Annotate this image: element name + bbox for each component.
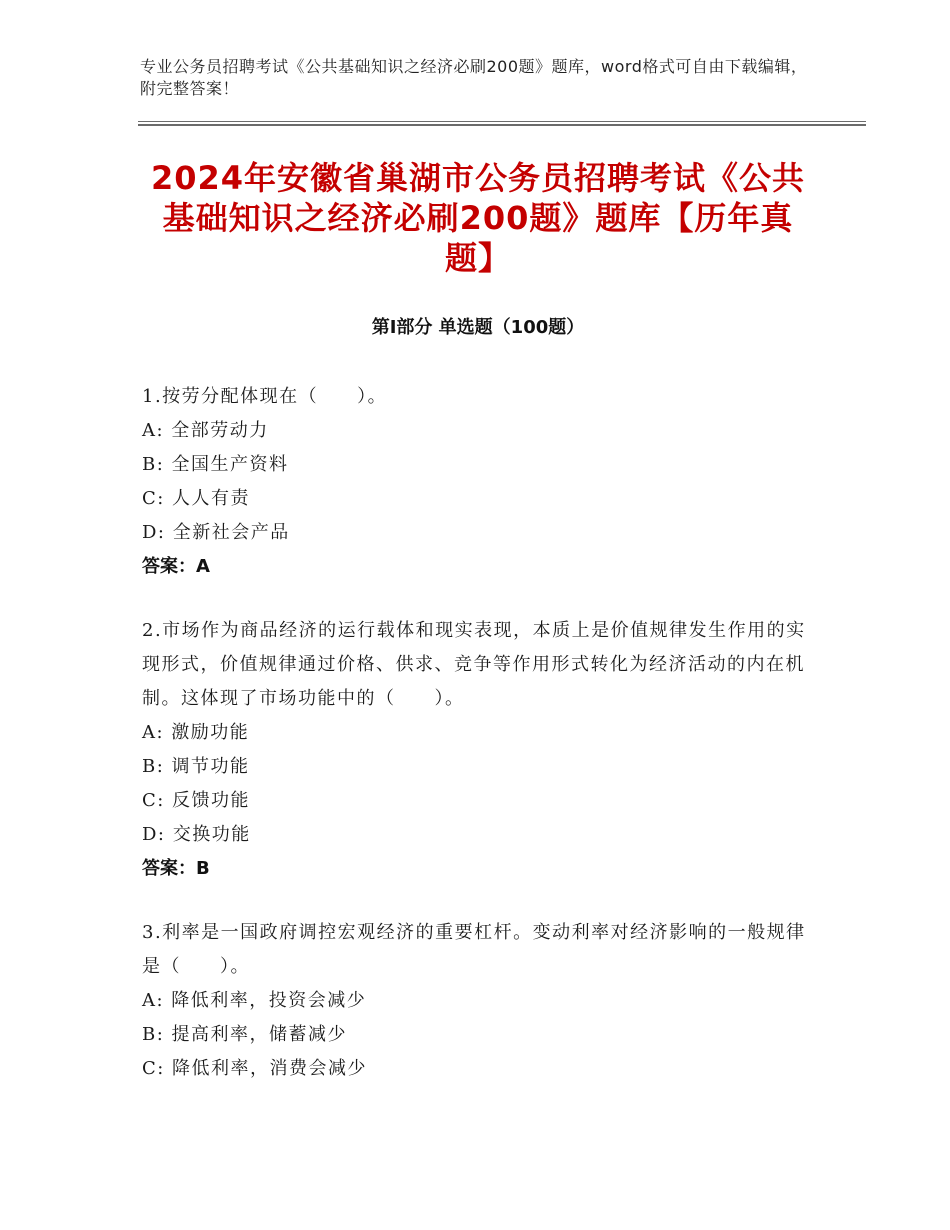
answer: 答案：A [142,556,210,577]
option-d: D: 全新社会产品 [142,522,290,543]
option-c: C: 反馈功能 [142,790,251,811]
question-stem: 2.市场作为商品经济的运行载体和现实表现，本质上是价值规律发生作用的实现形式，价值规律通过价格、供求、竞争等作用形式转化为经济活动的内在机制。这体现了市场功能中的（ ）。 [142,620,806,709]
section-title: 第Ⅰ部分 单选题（100题） [371,317,585,338]
header-divider-thick [138,124,866,126]
option-a: A: 全部劳动力 [142,420,269,441]
header-divider [138,121,866,122]
option-c: C: 降低利率，消费会减少 [142,1058,368,1079]
option-b: B: 调节功能 [142,756,250,777]
answer: 答案：B [142,858,210,879]
option-b: B: 全国生产资料 [142,454,289,475]
question-3 [142,916,806,1086]
question-2 [142,614,806,886]
option-c: C: 人人有责 [142,488,251,509]
question-1 [142,380,806,584]
document-title: 2024年安徽省巢湖市公务员招聘考试《公共基础知识之经济必刷200题》题库【历年真题】 [150,159,806,277]
option-a: A: 激励功能 [142,722,250,743]
question-stem: 3.利率是一国政府调控宏观经济的重要杠杆。变动利率对经济影响的一般规律是（ ）。 [142,922,806,977]
option-a: A: 降低利率，投资会减少 [142,990,367,1011]
question-stem: 1.按劳分配体现在（ ）。 [142,386,388,407]
header-note: 专业公务员招聘考试《公共基础知识之经济必刷200题》题库，word格式可自由下载编辑，附完整答案！ [140,57,808,98]
question-list [142,380,806,1116]
option-d: D: 交换功能 [142,824,251,845]
option-b: B: 提高利率，储蓄减少 [142,1024,348,1045]
